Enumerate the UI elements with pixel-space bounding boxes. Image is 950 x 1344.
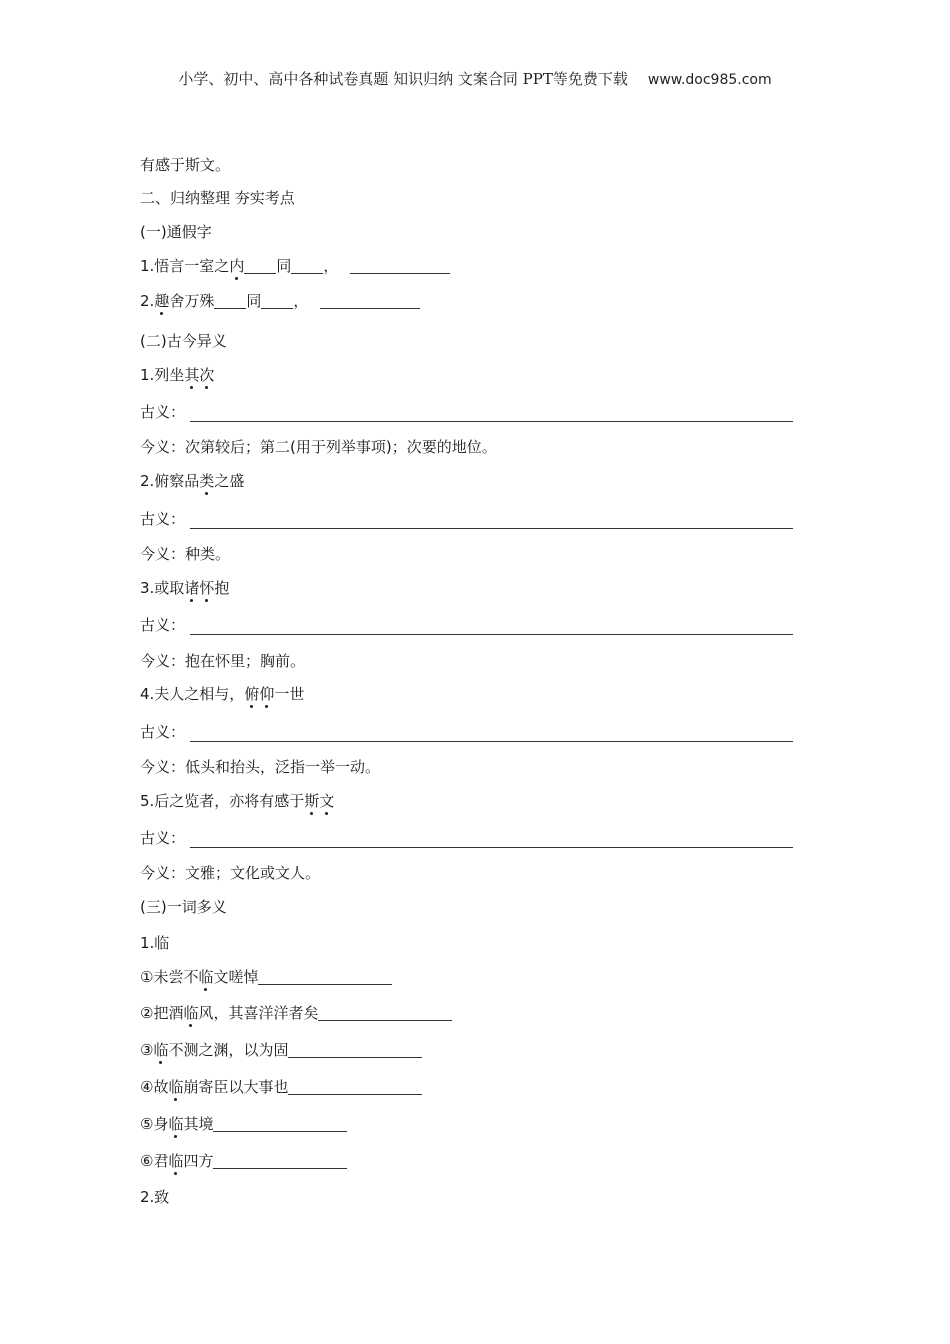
answer-line[interactable] [190, 846, 793, 848]
answer-blank[interactable] [213, 1115, 347, 1132]
jin-text: 今义：低头和抬头，泛指一举一动。 [140, 758, 381, 776]
gu-label: 古义： [140, 510, 186, 528]
gujin-item-1: 1.列坐其次 [140, 366, 215, 384]
gu-label: 古义： [140, 723, 186, 741]
header-text: 小学、初中、高中各种试卷真题 知识归纳 文案合同 PPT等免费下载 [178, 70, 628, 88]
section-title: 二、归纳整理 夯实考点 [140, 189, 295, 207]
answer-blank[interactable] [213, 1152, 347, 1169]
header-site: www.doc985.com [647, 72, 772, 88]
answer-line[interactable] [190, 527, 793, 529]
jin-text: 今义：种类。 [140, 545, 231, 563]
gujin-item-4: 4.夫人之相与，俯仰一世 [140, 685, 305, 703]
jin-text: 今义：抱在怀里；胸前。 [140, 652, 306, 670]
yici-item-4: ④故临崩寄臣以大事也 [140, 1076, 422, 1098]
gujin-heading: (二)古今异义 [140, 332, 227, 350]
yici-item-2: ②把酒临风，其喜洋洋者矣 [140, 1002, 452, 1024]
answer-blank[interactable] [261, 292, 293, 309]
answer-line[interactable] [190, 740, 793, 742]
word-heading: 1.临 [140, 934, 170, 952]
tongjiazi-item-2: 2.趣舍万殊 同 ， [140, 290, 420, 312]
answer-blank[interactable] [318, 1004, 452, 1021]
yici-item-3: ③临不测之渊，以为固 [140, 1039, 422, 1061]
tongjiazi-item-1: 1.悟言一室之内 同 ， [140, 255, 450, 277]
answer-blank[interactable] [350, 257, 450, 274]
answer-line[interactable] [190, 633, 793, 635]
intro-text: 有感于斯文。 [140, 156, 231, 174]
answer-line[interactable] [190, 420, 793, 422]
jin-text: 今义：文雅；文化或文人。 [140, 864, 321, 882]
answer-blank[interactable] [244, 257, 276, 274]
yici-item-5: ⑤身临其境 [140, 1113, 347, 1135]
yici-heading: (三)一词多义 [140, 898, 227, 916]
answer-blank[interactable] [288, 1041, 422, 1058]
yici-item-6: ⑥君临四方 [140, 1150, 347, 1172]
yici-item-1: ①未尝不临文嗟悼 [140, 966, 392, 988]
gu-label: 古义： [140, 403, 186, 421]
answer-blank[interactable] [288, 1078, 422, 1095]
gujin-item-3: 3.或取诸怀抱 [140, 579, 230, 597]
answer-blank[interactable] [320, 292, 420, 309]
gu-label: 古义： [140, 829, 186, 847]
answer-blank[interactable] [214, 292, 246, 309]
jin-text: 今义：次第较后；第二(用于列举事项)；次要的地位。 [140, 438, 497, 456]
gujin-item-5: 5.后之览者，亦将有感于斯文 [140, 792, 335, 810]
answer-blank[interactable] [291, 257, 323, 274]
tongjiazi-heading: (一)通假字 [140, 223, 212, 241]
gujin-item-2: 2.俯察品类之盛 [140, 472, 245, 490]
answer-blank[interactable] [258, 968, 392, 985]
word-heading: 2.致 [140, 1188, 170, 1206]
gu-label: 古义： [140, 616, 186, 634]
page-header [0, 68, 950, 89]
